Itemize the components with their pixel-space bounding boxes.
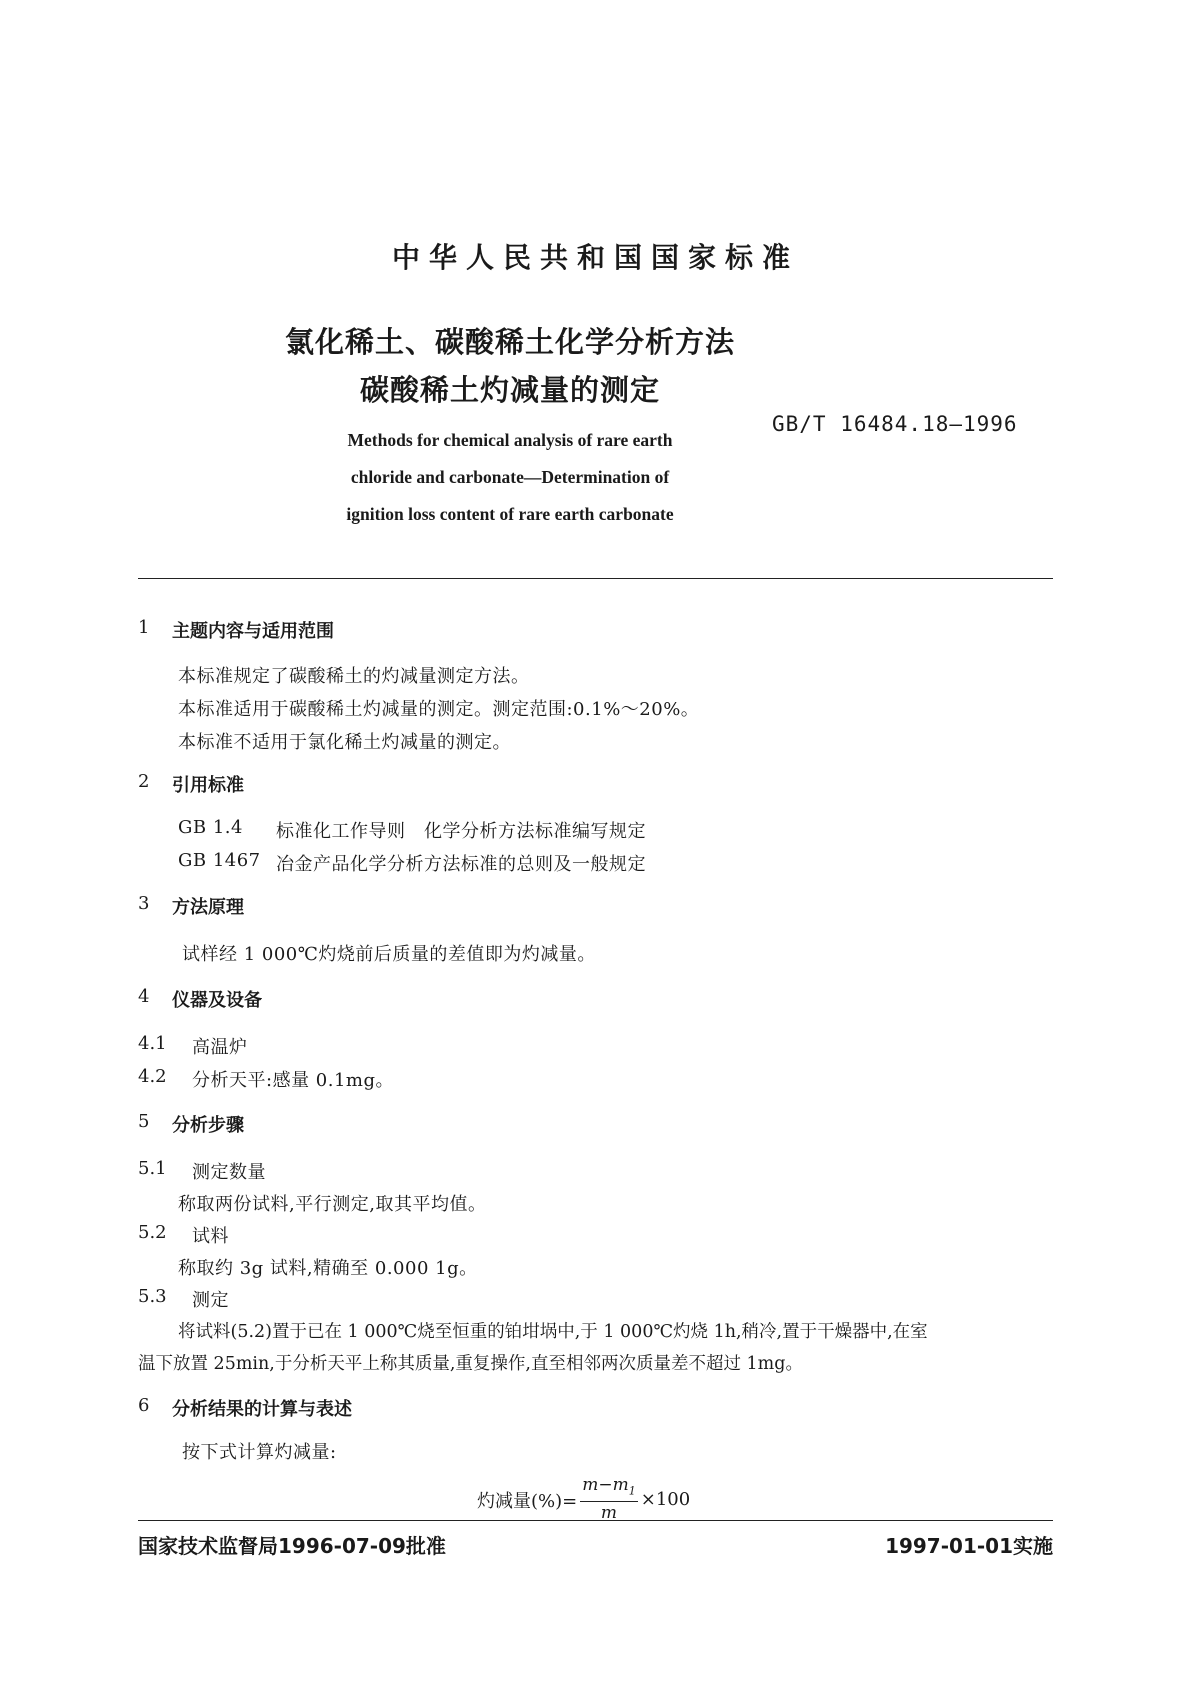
paragraph: 本标准规定了碳酸稀土的灼减量测定方法。: [178, 666, 530, 687]
formula-denominator: m: [600, 1503, 618, 1524]
subsection-title: 测定: [192, 1290, 229, 1311]
section-number: 6: [138, 1395, 150, 1416]
subsection-number: 5.2: [138, 1222, 167, 1243]
paragraph: 本标准不适用于氯化稀土灼减量的测定。: [178, 732, 511, 753]
standard-number: GB/T 16484.18—1996: [772, 412, 1018, 436]
footer-divider: [138, 1520, 1053, 1521]
formula-m: m: [582, 1475, 599, 1495]
header-divider: [138, 578, 1053, 579]
paragraph: 温下放置 25min,于分析天平上称其质量,重复操作,直至相邻两次质量差不超过 1mg。: [138, 1354, 803, 1374]
section-number: 2: [138, 771, 150, 792]
subsection-number: 5.1: [138, 1158, 167, 1179]
reference-title: 冶金产品化学分析方法标准的总则及一般规定: [276, 854, 646, 875]
formula-minus: −: [598, 1475, 613, 1495]
formula-rhs: ×100: [640, 1489, 691, 1511]
section-title: 分析结果的计算与表述: [172, 1399, 352, 1420]
section-title: 引用标准: [172, 775, 244, 796]
english-title-line2: chloride and carbonate—Determination of: [350, 467, 670, 487]
chinese-title-line1: 氯化稀土、碳酸稀土化学分析方法: [284, 325, 735, 359]
section-title: 主题内容与适用范围: [172, 621, 334, 642]
formula-numerator: [580, 1475, 638, 1502]
reference-code: GB 1467: [178, 850, 261, 871]
section-title: 分析步骤: [172, 1115, 244, 1136]
formula-fraction: [580, 1475, 638, 1524]
chinese-title-line2: 碳酸稀土灼减量的测定: [359, 373, 660, 407]
english-title-line1: Methods for chemical analysis of rare earth: [347, 430, 673, 450]
reference-title: 标准化工作导则 化学分析方法标准编写规定: [276, 821, 646, 842]
subsection-title: 测定数量: [192, 1162, 266, 1183]
paragraph: 试样经 1 000℃灼烧前后质量的差值即为灼减量。: [182, 944, 596, 965]
formula-m1: m: [612, 1475, 629, 1495]
subsection-number: 5.3: [138, 1286, 167, 1307]
section-number: 1: [138, 617, 150, 638]
section-number: 4: [138, 986, 150, 1007]
section-number: 5: [138, 1111, 150, 1132]
paragraph: 称取两份试料,平行测定,取其平均值。: [178, 1194, 487, 1215]
approval-date: 国家技术监督局1996-07-09批准: [138, 1534, 446, 1558]
list-item: 高温炉: [192, 1037, 248, 1058]
section-number: 3: [138, 893, 150, 914]
ignition-loss-formula: [477, 1475, 690, 1524]
reference-code: GB 1.4: [178, 817, 243, 838]
paragraph: 称取约 3g 试料,精确至 0.000 1g。: [178, 1258, 478, 1279]
paragraph: 将试料(5.2)置于已在 1 000℃烧至恒重的铂坩埚中,于 1 000℃灼烧 1h,稍冷,置于干燥器中,在室: [178, 1322, 928, 1342]
subsection-title: 试料: [192, 1226, 229, 1247]
subsection-number: 4.2: [138, 1066, 167, 1087]
document-org-title: 中华人民共和国国家标准: [391, 241, 799, 274]
section-title: 仪器及设备: [172, 990, 262, 1011]
paragraph: 按下式计算灼减量:: [182, 1442, 337, 1463]
english-title-line3: ignition loss content of rare earth carbonate: [346, 504, 674, 524]
subsection-number: 4.1: [138, 1033, 167, 1054]
list-item: 分析天平:感量 0.1mg。: [192, 1070, 395, 1091]
formula-subscript: 1: [628, 1484, 636, 1498]
formula-lhs: 灼减量(%)=: [477, 1490, 578, 1512]
paragraph: 本标准适用于碳酸稀土灼减量的测定。测定范围:0.1%～20%。: [178, 699, 700, 720]
section-title: 方法原理: [172, 897, 244, 918]
effective-date: 1997-01-01实施: [885, 1534, 1053, 1558]
